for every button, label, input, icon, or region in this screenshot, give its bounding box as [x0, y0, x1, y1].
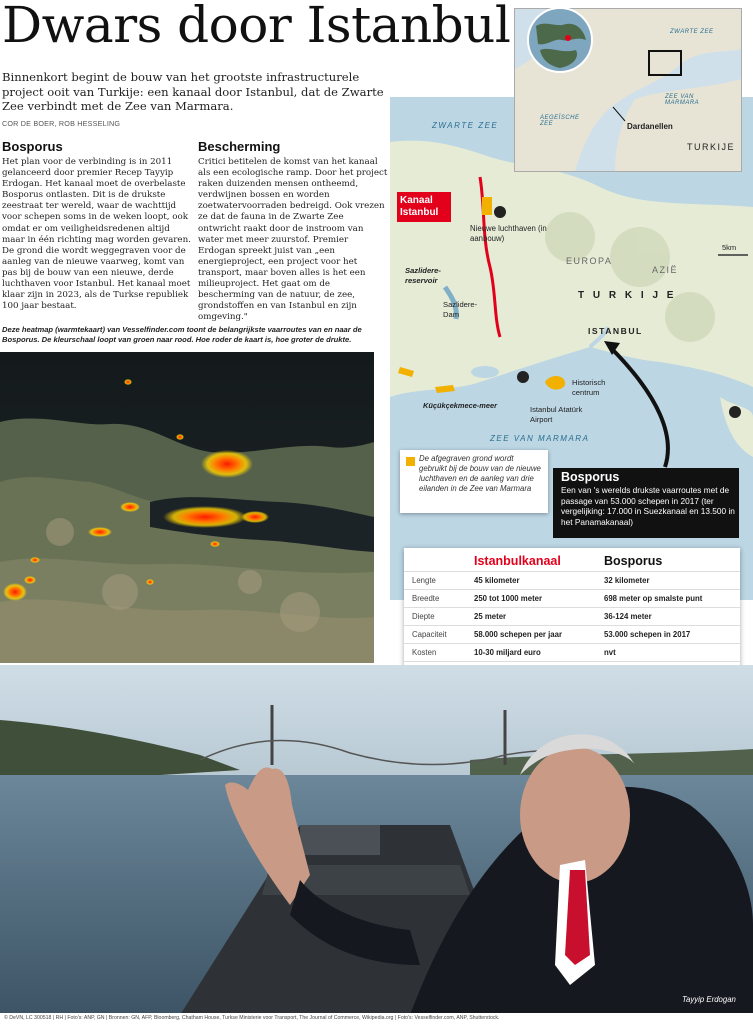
label-new-airport: Nieuwe luchthaven (in aanbouw)	[470, 224, 547, 243]
canal-label: Kanaal Istanbul	[397, 192, 451, 222]
istanbulkanaal-value: 45 kilometer	[474, 572, 604, 590]
istanbulkanaal-value: 58.000 schepen per jaar	[474, 626, 604, 644]
row-label: Diepte	[404, 608, 474, 626]
column-heading: Bescherming	[198, 139, 281, 154]
column-text: Het plan voor de verbinding is in 2011 gelanceerd door premier Recep Tayyip Erdogan. Het kanaal moet de overbelaste Bosporus ontlasten. Dit is de drukste zeestraat ter wereld, waar de wachttijd voor schepen soms in de weken loopt, ook omdat er om veiligheidsredenen altijd maar in één richting mag worden gevaren. De grond die wordt weggegraven voor de aanleg van de nieuwe vaarweg, komt van pas bij de bouw van een nieuwe, derde luchthaven voor Istanbul. Het kanaal moet klaar zijn in 2023, als de Turkse republiek 100 jaar bestaat.	[2, 157, 191, 312]
map-legend	[400, 450, 548, 513]
table-row	[404, 608, 740, 626]
bosporus-callout	[553, 468, 739, 538]
inset-label-dardanellen: Dardanellen	[627, 122, 673, 131]
callout-title: Bosporus	[561, 470, 620, 484]
label-zee-van-marmara: ZEE VAN MARMARA	[490, 434, 590, 443]
bosporus-value: nvt	[604, 644, 740, 662]
istanbulkanaal-value: 10-30 miljard euro	[474, 644, 604, 662]
header-bosporus: Bosporus	[604, 554, 663, 568]
row-label: Lengte	[404, 572, 474, 590]
label-europa: EUROPA	[566, 256, 613, 266]
globe-icon	[526, 6, 594, 74]
row-label: Breedte	[404, 590, 474, 608]
credits-line: © DeVN, LC 300518 | RH | Foto's: ANP, GN | Bronnen: GN, AFP, Bloomberg, Chatham House, Turkse Ministerie voor Transport, The Journal of Commerce, Wikipedia.org | Foto's: Vesselfinder.com, ANP, Shutterstock.	[0, 1013, 753, 1024]
label-historisch-centrum: Historisch centrum	[572, 378, 606, 397]
table-row	[404, 590, 740, 608]
bosporus-value: 36-124 meter	[604, 608, 740, 626]
row-label: Capaciteit	[404, 626, 474, 644]
photo-erdogan	[0, 665, 753, 1015]
column-text: Critici betitelen de komst van het kanaal als een ecologische ramp. Door het project raken duizenden mensen ontheemd, verdwijnen bossen en worden zoetwatervoorraden bedreigd. Ook vrezen ze dat de fauna in de Zwarte Zee ontwricht raakt door de instroom van water met meer zuurstof. Premier Erdogan spreekt juist van „een energieproject, een project voor het transport, maar boven alles is het een milieuproject. Het gaat om de bescherming van de natuur, de zee, grondstoffen en van Istanbul en zijn omgeving."	[198, 157, 388, 323]
column-bosporus	[2, 139, 192, 312]
heatmap-image	[0, 352, 374, 663]
label-istanbul: ISTANBUL	[588, 326, 643, 336]
intro-text: Binnenkort begint de bouw van het grootste infrastructurele project ooit van Turkije: een kanaal door Istanbul, dat de Zwarte Zee verbindt met de Zee van Marmara.	[2, 70, 384, 114]
column-bescherming	[198, 139, 388, 323]
byline: COR DE BOER, ROB HESSELING	[2, 119, 121, 128]
inset-label-zwarte-zee: ZWARTE ZEE	[670, 29, 714, 35]
inset-label-marmara: ZEE VAN MARMARA	[665, 94, 700, 106]
bosporus-value: 53.000 schepen in 2017	[604, 626, 740, 644]
table-row	[404, 572, 740, 590]
label-turkije: T U R K I J E	[578, 290, 677, 301]
label-zwarte-zee: ZWARTE ZEE	[432, 121, 499, 130]
table-row	[404, 644, 740, 662]
map-scale: 5km	[722, 243, 737, 252]
heatmap-caption: Deze heatmap (warmtekaart) van Vesselfinder.com toont de belangrijkste vaarroutes van en naar de Bosporus. De kleurschaal loopt van groen naar rood. Hoe roder de kaart is, hoe groter de drukte.	[2, 325, 362, 345]
table-row	[404, 626, 740, 644]
inset-label-aegeische-zee: AEGEÏSCHE ZEE	[540, 115, 580, 127]
label-azie: AZIË	[652, 265, 679, 275]
callout-text: Een van 's werelds drukste vaarroutes met de passage van 53.000 schepen in 2017 (ter vergelijking: 17.000 in Suezkanaal en 13.500 in het Panamakanaal)	[561, 485, 735, 527]
label-reservoir: Sazlidere-reservoir	[405, 266, 441, 285]
istanbulkanaal-value: 250 tot 1000 meter	[474, 590, 604, 608]
bosporus-value: 32 kilometer	[604, 572, 740, 590]
label-ataturk-airport: Istanbul Atatürk Airport	[530, 405, 583, 424]
inset-label-turkije: TURKIJE	[687, 142, 736, 152]
bosporus-value: 698 meter op smalste punt	[604, 590, 740, 608]
header-istanbulkanaal: Istanbulkanaal	[474, 554, 561, 568]
photo-caption: Tayyip Erdogan	[682, 995, 736, 1004]
legend-text: De afgegraven grond wordt gebruikt bij de bouw van de nieuwe luchthaven en de aanleg van drie eilanden in de Zee van Marmara	[419, 454, 541, 493]
legend-swatch	[406, 457, 415, 466]
column-heading: Bosporus	[2, 139, 63, 154]
page-title: Dwars door Istanbul	[2, 0, 511, 54]
label-lake: Küçükçekmece-meer	[423, 401, 497, 410]
label-dam: Sazlidere-Dam	[443, 300, 478, 319]
istanbulkanaal-value: 25 meter	[474, 608, 604, 626]
row-label: Kosten	[404, 644, 474, 662]
